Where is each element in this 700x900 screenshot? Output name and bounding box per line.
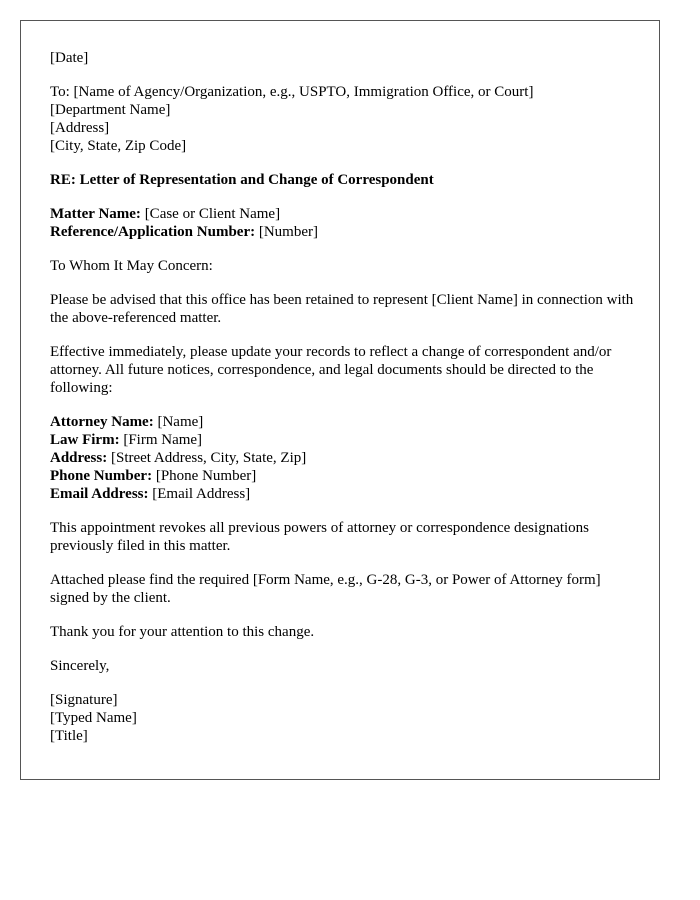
matter-name-label: Matter Name:: [50, 206, 141, 222]
contact-address-value: [Street Address, City, State, Zip]: [107, 450, 307, 466]
paragraph-thanks-text: Thank you for your attention to this change.: [50, 624, 315, 640]
attorney-name-label: Attorney Name:: [50, 414, 154, 430]
law-firm-label: Law Firm:: [50, 432, 120, 448]
recipient-address: [Address]: [50, 120, 110, 136]
subject-block: [50, 171, 640, 189]
matter-name-value: [Case or Client Name]: [140, 206, 281, 222]
recipient-block: [50, 83, 640, 155]
contact-address-line: [50, 449, 640, 467]
contact-block: [50, 413, 640, 503]
salutation: To Whom It May Concern:: [50, 258, 213, 274]
phone-number-line: [50, 467, 640, 485]
recipient-city-state-zip: [City, State, Zip Code]: [50, 138, 187, 154]
phone-number-value: [Phone Number]: [152, 468, 257, 484]
paragraph-retained-text: Please be advised that this office has been retained to represent [Client Name] in connection with the above-referenced matter.: [50, 292, 634, 326]
paragraph-thanks: [50, 623, 640, 641]
date-block: [50, 49, 640, 67]
attorney-name-value: [Name]: [153, 414, 204, 430]
paragraph-attached: [50, 571, 640, 607]
typed-name-line: [Typed Name]: [50, 710, 137, 726]
reference-number-label: Reference/Application Number:: [50, 224, 256, 240]
law-firm-line: [50, 431, 640, 449]
recipient-department: [Department Name]: [50, 102, 171, 118]
email-address-label: Email Address:: [50, 486, 149, 502]
signature-line: [Signature]: [50, 692, 118, 708]
letter-body: [50, 49, 640, 761]
reference-number-value: [Number]: [255, 224, 319, 240]
closing-block: [50, 657, 640, 675]
matter-name-line: [50, 205, 640, 223]
letter-frame: [20, 20, 660, 780]
date-line: [Date]: [50, 50, 89, 66]
email-address-value: [Email Address]: [148, 486, 251, 502]
paragraph-retained: [50, 291, 640, 327]
salutation-block: [50, 257, 640, 275]
title-line: [Title]: [50, 728, 88, 744]
closing: Sincerely,: [50, 658, 110, 674]
paragraph-attached-text: Attached please find the required [Form Name, e.g., G-28, G-3, or Power of Attorney form] signed by the client.: [50, 572, 601, 606]
law-firm-value: [Firm Name]: [119, 432, 203, 448]
paragraph-revokes: [50, 519, 640, 555]
paragraph-revokes-text: This appointment revokes all previous powers of attorney or correspondence designations previously filed in this matter.: [50, 520, 590, 554]
matter-block: [50, 205, 640, 241]
reference-number-line: [50, 223, 640, 241]
email-address-line: [50, 485, 640, 503]
paragraph-effective: [50, 343, 640, 397]
contact-address-label: Address:: [50, 450, 108, 466]
phone-number-label: Phone Number:: [50, 468, 153, 484]
signature-block: [50, 691, 640, 745]
subject-line: RE: Letter of Representation and Change of Correspondent: [50, 172, 434, 188]
paragraph-effective-text: Effective immediately, please update your records to reflect a change of correspondent and/or attorney. All future notices, correspondence, and legal documents should be directed to the following:: [50, 344, 612, 396]
attorney-name-line: [50, 413, 640, 431]
recipient-to: To: [Name of Agency/Organization, e.g., USPTO, Immigration Office, or Court]: [50, 84, 534, 100]
